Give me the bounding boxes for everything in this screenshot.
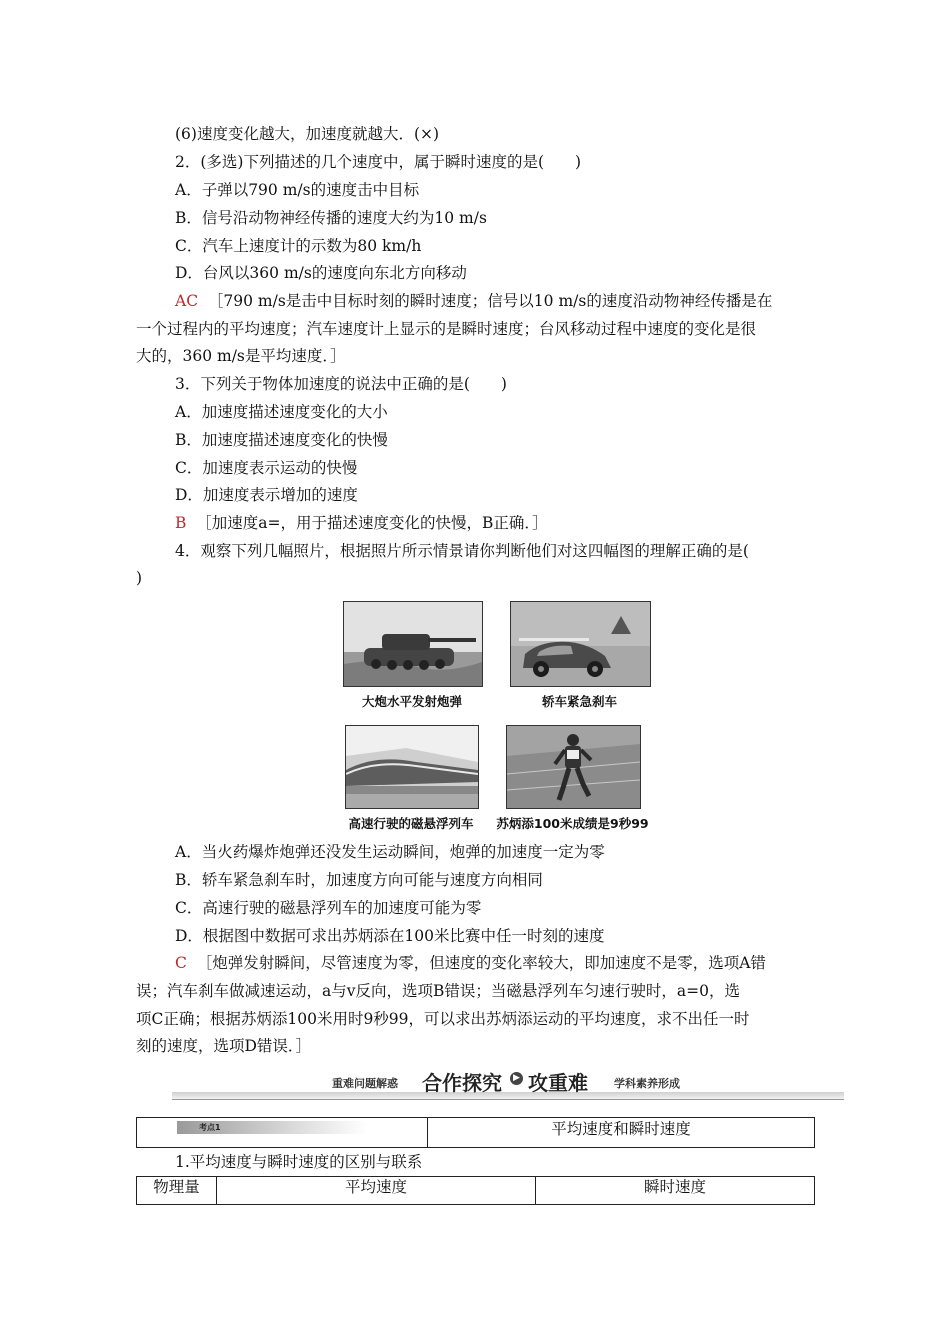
table-header-cell: [536, 1177, 815, 1205]
q4-explanation-line1: [175, 953, 766, 973]
tank-caption: 大炮水平发射炮弹: [361, 694, 462, 709]
q4-explanation-text: ［炮弹发射瞬间，尽管速度为零，但速度的变化率较大，即加速度不是零，选项A错: [196, 954, 766, 972]
subheading: 1.平均速度与瞬时速度的区别与联系: [175, 1153, 423, 1171]
q3-explanation: [175, 513, 548, 533]
table-header-cell: [217, 1177, 536, 1205]
topic-title-cell: [428, 1118, 815, 1148]
q3-option-b: B．加速度描述速度变化的快慢: [175, 431, 388, 449]
table-row: [137, 1177, 815, 1205]
q2-option-c: C．汽车上速度计的示数为80 km/h: [175, 237, 422, 255]
section-banner: [172, 1070, 844, 1104]
banner-title-b: 攻重难: [528, 1071, 588, 1095]
q2-stem: 2．(多选)下列描述的几个速度中，属于瞬时速度的是( ): [175, 153, 582, 171]
q3-option-a: A．加速度描述速度变化的大小: [175, 403, 388, 421]
car-caption: 轿车紧急刹车: [541, 694, 617, 709]
q3-option-d: D．加速度表示增加的速度: [175, 486, 358, 504]
car-photo: [510, 601, 651, 687]
q4-option-a: A．当火药爆炸炮弹还没发生运动瞬间，炮弹的加速度一定为零: [175, 843, 605, 861]
q4-option-d: D．根据图中数据可求出苏炳添在100米比赛中任一时刻的速度: [175, 927, 605, 945]
q4-option-b: B．轿车紧急刹车时，加速度方向可能与速度方向相同: [175, 871, 543, 889]
topic-tag: 考点1: [199, 1123, 221, 1132]
header-physical-quantity: 物理量: [153, 1178, 200, 1196]
q3-stem: 3．下列关于物体加速度的说法中正确的是( ): [175, 375, 507, 393]
q2-explanation-line3: 大的，360 m/s是平均速度．］: [136, 347, 346, 365]
topic-box: [136, 1117, 815, 1148]
topic-title: 平均速度和瞬时速度: [551, 1120, 691, 1138]
header-instantaneous-velocity: 瞬时速度: [643, 1178, 706, 1196]
q4-explanation-line3: 项C正确；根据苏炳添100米用时9秒99，可以求出苏炳添运动的平均速度，求不出任一时: [136, 1010, 750, 1028]
q3-option-c: C．加速度表示运动的快慢: [175, 459, 358, 477]
q1-item-6: (6)速度变化越大，加速度就越大．(×): [175, 125, 440, 143]
q3-answer: B: [175, 514, 187, 532]
q4-stem-line2: ): [136, 569, 143, 587]
q2-option-b: B．信号沿动物神经传播的速度大约为10 m/s: [175, 209, 487, 227]
sprinter-photo: [506, 725, 641, 809]
banner-chevron-icon: ▶: [510, 1072, 523, 1085]
q4-stem-line1: 4．观察下列几幅照片，根据照片所示情景请你判断他们对这四幅图的理解正确的是(: [175, 542, 749, 560]
q4-explanation-line4: 刻的速度，选项D错误．］: [136, 1037, 312, 1055]
q4-answer: C: [175, 954, 187, 972]
q2-explanation-line1: [175, 291, 772, 311]
q3-explanation-text: ［加速度a=，用于描述速度变化的快慢，B正确．］: [196, 514, 548, 532]
q4-explanation-line2: 误；汽车刹车做减速运动，a与v反向，选项B错误；当磁悬浮列车匀速行驶时，a=0，选: [136, 982, 740, 1000]
maglev-caption: 高速行驶的磁悬浮列车: [348, 816, 474, 831]
topic-tag-cell: [137, 1118, 428, 1148]
q2-option-d: D．台风以360 m/s的速度向东北方向移动: [175, 264, 467, 282]
q4-option-c: C．高速行驶的磁悬浮列车的加速度可能为零: [175, 899, 482, 917]
compare-table: [136, 1176, 815, 1205]
q2-option-a: A．子弹以790 m/s的速度击中目标: [175, 181, 420, 199]
banner-left-text: 重难问题解惑: [332, 1077, 398, 1090]
tank-photo: [343, 601, 483, 687]
q2-answer: AC: [175, 292, 199, 310]
banner-right-text: 学科素养形成: [614, 1077, 680, 1090]
topic-tag-bar: [177, 1121, 367, 1134]
sprinter-caption: 苏炳添100米成绩是9秒99: [496, 816, 649, 831]
maglev-train-photo: [345, 725, 479, 809]
banner-title-a: 合作探究: [422, 1071, 502, 1095]
q2-explanation-line2: 一个过程内的平均速度；汽车速度计上显示的是瞬时速度；台风移动过程中速度的变化是很: [136, 320, 757, 338]
header-average-velocity: 平均速度: [344, 1178, 407, 1196]
table-header-cell: [137, 1177, 217, 1205]
q2-explanation-text: ［790 m/s是击中目标时刻的瞬时速度；信号以10 m/s的速度沿动物神经传播是在: [207, 292, 773, 310]
